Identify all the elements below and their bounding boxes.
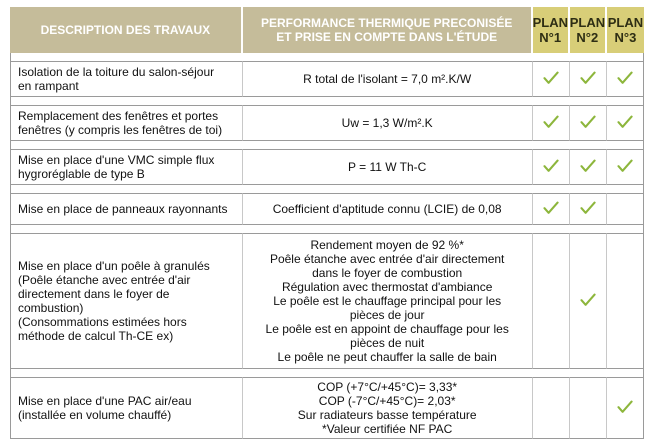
work-performance-line: pièces de jour (349, 308, 425, 322)
plan-1-cell (533, 233, 570, 369)
work-performance (243, 61, 533, 97)
check-icon (580, 71, 596, 85)
work-description-line: (Poêle étanche avec entrée d'air (18, 273, 191, 287)
check-icon (580, 201, 596, 215)
table-row (10, 105, 644, 141)
check-icon (580, 115, 596, 129)
work-description (10, 377, 243, 439)
work-performance (243, 149, 533, 185)
check-icon (543, 159, 559, 173)
work-description-line: Mise en place d'une PAC air/eau (18, 394, 192, 408)
header-description: DESCRIPTION DES TRAVAUX (10, 7, 243, 53)
table-row (10, 193, 644, 225)
header-plan-1 (533, 7, 570, 53)
plan-1-cell (533, 149, 570, 185)
check-icon (617, 115, 633, 129)
work-performance-line: Uw = 1,3 W/m².K (341, 116, 433, 130)
work-performance-line: COP (+7°C/+45°C)= 3,33* (317, 380, 458, 394)
check-icon (617, 71, 633, 85)
plan-2-cell (570, 61, 607, 97)
work-performance-line: COP (-7°C/+45°C)= 2,03* (318, 394, 456, 408)
work-description-line: Isolation de la toiture du salon-séjour (18, 65, 215, 79)
work-description (10, 61, 243, 97)
work-description-line: directement dans le foyer de (18, 287, 170, 301)
work-performance (243, 377, 533, 439)
work-description-line: hygroréglable de type B (18, 167, 145, 181)
check-icon (543, 201, 559, 215)
plan-3-cell (607, 233, 644, 369)
work-description-line: Mise en place de panneaux rayonnants (18, 202, 228, 216)
check-icon (580, 159, 596, 173)
header-plan-2-number: N°2 (576, 30, 599, 45)
work-performance-line: Le poêle ne peut chauffer la salle de bain (277, 350, 497, 364)
check-icon (543, 71, 559, 85)
work-description (10, 105, 243, 141)
plan-2-cell (570, 377, 607, 439)
work-description-line: fenêtres (y compris les fenêtres de toi) (18, 123, 223, 137)
work-description (10, 233, 243, 369)
table-row (10, 149, 644, 185)
header-row (10, 7, 644, 53)
plan-2-cell (570, 193, 607, 225)
work-description-line: (installée en volume chauffé) (18, 408, 172, 422)
plan-2-cell (570, 105, 607, 141)
work-performance (243, 233, 533, 369)
plan-1-cell (533, 377, 570, 439)
header-plan-3 (607, 7, 644, 53)
work-performance-line: Poêle étanche avec entrée d'air directement (269, 252, 505, 266)
plan-3-cell (607, 61, 644, 97)
work-performance-line: Coefficient d'aptitude connu (LCIE) de 0,08 (272, 202, 502, 216)
work-performance-line: R total de l'isolant = 7,0 m².K/W (303, 72, 472, 86)
work-performance-line: Le poêle est en appoint de chauffage pour les (265, 322, 509, 336)
work-description-line: en rampant (18, 79, 79, 93)
work-performance (243, 193, 533, 225)
work-performance-line: Sur radiateurs basse température (297, 408, 477, 422)
header-plan-3-label: PLAN (607, 15, 644, 30)
works-table (10, 7, 644, 439)
plan-3-cell (607, 193, 644, 225)
work-performance-line: pièces de nuit (350, 336, 425, 350)
header-performance-line2: ET PRISE EN COMPTE DANS L'ÉTUDE (276, 30, 498, 44)
plan-1-cell (533, 105, 570, 141)
work-performance-line: Le poêle est le chauffage principal pour les (273, 294, 502, 308)
work-description-line: (Consommations estimées hors (18, 315, 187, 329)
work-description-line: combustion) (18, 301, 84, 315)
check-icon (543, 115, 559, 129)
work-description-line: Mise en place d'une VMC simple flux (18, 153, 215, 167)
plan-2-cell (570, 233, 607, 369)
check-icon (617, 159, 633, 173)
plan-1-cell (533, 61, 570, 97)
work-description (10, 193, 243, 225)
plan-2-cell (570, 149, 607, 185)
work-performance (243, 105, 533, 141)
header-plan-1-number: N°1 (539, 30, 562, 45)
header-plan-1-label: PLAN (532, 15, 569, 30)
table-row (10, 377, 644, 439)
check-icon (580, 293, 596, 307)
table-row (10, 61, 644, 97)
header-performance (243, 7, 533, 53)
work-performance-line: *Valeur certifiée NF PAC (322, 422, 453, 436)
header-performance-line1: PERFORMANCE THERMIQUE PRECONISÉE (260, 16, 513, 30)
header-plan-2 (570, 7, 607, 53)
work-description-line: Mise en place d'un poêle à granulés (18, 259, 210, 273)
plan-3-cell (607, 149, 644, 185)
work-performance-line: Régulation avec thermostat d'ambiance (281, 280, 493, 294)
plan-3-cell (607, 105, 644, 141)
header-plan-3-number: N°3 (614, 30, 637, 45)
work-description-line: Remplacement des fenêtres et portes (18, 109, 219, 123)
work-description-line: méthode de calcul Th-CE ex) (18, 329, 174, 343)
work-description (10, 149, 243, 185)
table-row (10, 233, 644, 369)
work-performance-line: Rendement moyen de 92 %* (310, 238, 464, 252)
works-body (10, 53, 644, 439)
work-performance-line: P = 11 W Th-C (347, 160, 427, 174)
header-plan-2-label: PLAN (569, 15, 606, 30)
check-icon (617, 400, 633, 414)
plan-1-cell (533, 193, 570, 225)
plan-3-cell (607, 377, 644, 439)
work-performance-line: dans le foyer de combustion (312, 266, 463, 280)
